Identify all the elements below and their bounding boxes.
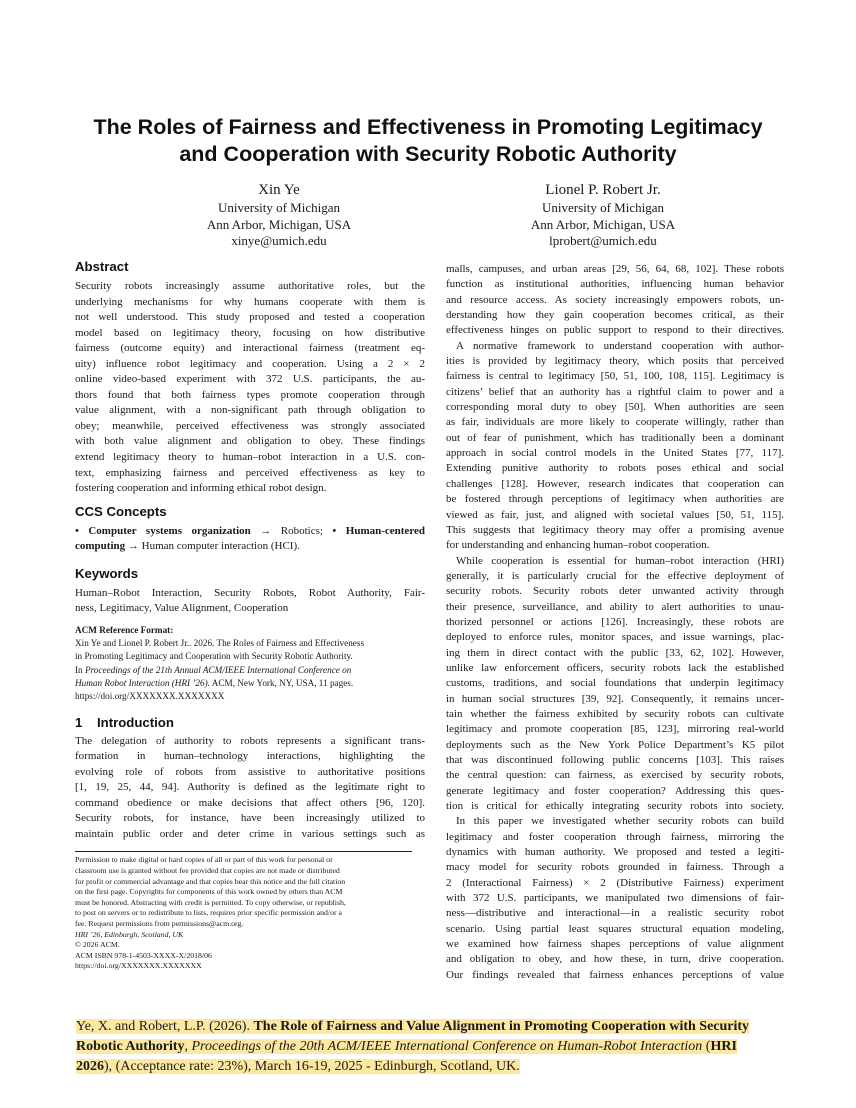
- acm-ref-doi: https://doi.org/XXXXXXX.XXXXXXX: [75, 691, 225, 702]
- author-name: Xin Ye: [258, 182, 300, 198]
- footnote-line: Permission to make digital or hard copies of all or part of this work for personal or: [75, 855, 333, 865]
- body-line: function as institutional authorities, influencing human behavior: [446, 278, 784, 291]
- body-line: deployed to enforce rules, monitor spaces, and issue warnings, plac-: [446, 631, 784, 644]
- abstract-line: with both value alignment and obligation to obey. These findings: [75, 435, 425, 448]
- body-line: thorized personnel or actions [126]. Increasingly, these robots are: [446, 615, 784, 628]
- title-line-2: and Cooperation with Security Robotic Authority: [179, 142, 677, 166]
- body-line: corresponding moral duty to obey [50]. When authorities are seen: [446, 401, 784, 414]
- author-name: Lionel P. Robert Jr.: [545, 182, 661, 198]
- body-line: dynamics with human authority. We proposed and tested a legiti-: [446, 846, 784, 859]
- introduction-line: Security robots, for instance, have been increasingly utilized to: [75, 812, 425, 825]
- footnote-copyright: © 2026 ACM.: [75, 940, 120, 950]
- body-line: generate legitimacy and foster cooperation? Addressing this ques-: [446, 784, 784, 797]
- acm-ref-heading: ACM Reference Format:: [75, 624, 174, 635]
- body-line: ing them in direct contact with the public [33, 62, 102]. However,: [446, 646, 784, 659]
- abstract-heading: Abstract: [75, 259, 129, 274]
- body-line: and resource access. As society increasingly empowers robots, un-: [446, 293, 784, 306]
- body-line: with 372 U.S. participants, we manipulated two dimensions of fair-: [446, 892, 784, 905]
- body-line: scenario. Using partial least squares structural equation modeling,: [446, 922, 784, 935]
- body-line: approach in social control models in the United States [77, 117].: [446, 447, 784, 460]
- abstract-line: uity) influence robot legitimacy and cooperation. Using a 2 × 2: [75, 357, 425, 370]
- body-line: customs, traditions, and social foundations that underpin legitimacy: [446, 677, 784, 690]
- introduction-line: maintain public order and deter crime in various settings such as: [75, 827, 425, 840]
- body-line: fairness is central to legitimacy [50, 51, 100, 108, 115]. Legitimacy is: [446, 370, 784, 383]
- ccs-line: • Computer systems organization → Robotics; • Human-centered: [75, 524, 425, 537]
- footnote-line: fee. Request permissions from permissions@acm.org.: [75, 919, 244, 929]
- body-line: A normative framework to understand cooperation with author-: [456, 339, 784, 352]
- acm-reference: [75, 624, 425, 704]
- ccs-concepts: [75, 524, 425, 555]
- author-location: Ann Arbor, Michigan, USA: [206, 216, 352, 232]
- introduction-heading: 1 Introduction: [75, 714, 174, 730]
- author-location: Ann Arbor, Michigan, USA: [530, 216, 676, 232]
- body-line: their presence, surveillance, and ability to alert authorities to unau-: [446, 600, 784, 613]
- body-line: legitimacy and foster cooperation through fairness, mirroring the: [446, 830, 784, 843]
- abstract-line: fostering cooperation and informing ethical robot design.: [75, 482, 327, 495]
- acm-ref-line: In Proceedings of the 21th Annual ACM/IEEE International Conference on: [75, 664, 352, 675]
- introduction-body: [75, 734, 425, 843]
- citation-venue: Proceedings of the 20th ACM/IEEE International Conference on Human-Robot Interaction: [191, 1039, 703, 1054]
- abstract-line: online video-based experiment with 372 U.S. participants, the au-: [75, 373, 425, 386]
- body-line: ness—distributive and interactional—in a realistic security robot: [446, 907, 784, 920]
- body-line: viewed as fair, just, and aligned with societal values [50, 51, 115].: [446, 508, 784, 521]
- body-line: While cooperation is essential for human–robot interaction (HRI): [456, 554, 784, 567]
- body-line: In this paper we investigated whether security robots can build: [456, 815, 784, 828]
- abstract-body: [75, 279, 425, 497]
- body-line: security robots. Security robots deter unwanted activity through: [446, 585, 784, 598]
- footnote-line: classroom use is granted without fee provided that copies are not made or distributed: [75, 866, 340, 876]
- body-line: that was discontinued following public concerns [103]. This raises: [446, 754, 784, 766]
- body-line: for understanding and enhancing human–robot cooperation.: [446, 539, 710, 552]
- permission-footnote: [75, 855, 425, 972]
- introduction-line: evolving role of robots from assistive to authoritative positions: [75, 765, 425, 778]
- right-column: [446, 262, 784, 983]
- body-line: 2 (Interactional Fairness) × 2 (Distributive Fairness) experiment: [446, 876, 784, 889]
- body-line: tion is critical for ethically integrating security robots into society.: [446, 800, 784, 813]
- body-line: as fair, individuals are more likely to cooperate willingly, rather than: [446, 416, 784, 429]
- author-block-1: [129, 180, 429, 250]
- abstract-line: extend legitimacy theory to human–robot interaction in a U.S. con-: [75, 451, 425, 464]
- body-line: deployments such as the New York Police Department’s K5 pilot: [446, 738, 784, 751]
- body-line: generally, it is particularly crucial for the effective deployment of: [446, 569, 784, 582]
- body-line: legitimacy and promote cooperation [85, 123], mirroring real-world: [446, 723, 784, 736]
- footnote-isbn: ACM ISBN 978-1-4503-XXXX-X/2018/06: [75, 950, 212, 960]
- body-line: and obligation to obey, and how these, in turn, drive cooperation.: [446, 953, 784, 966]
- acm-ref-line: in Promoting Legitimacy and Cooperation with Security Robotic Authority.: [75, 651, 353, 662]
- abstract-line: value alignment, with a non-significant path through obligation to: [75, 404, 425, 417]
- keywords-line: ness, Legitimacy, Value Alignment, Cooperation: [75, 602, 289, 615]
- abstract-line: not well understood. This study proposed and tested a cooperation: [75, 311, 425, 324]
- author-email: xinye@umich.edu: [231, 233, 327, 248]
- body-line: tain whether the fairness exhibited by security robots can cultivate: [446, 707, 784, 720]
- abstract-line: Security robots increasingly assume authoritative roles, but the: [75, 280, 425, 292]
- citation-text: Ye, X. and Robert, L.P. (2026). The Role of Fairness and Value Alignment in Promoting Cooperation with Security Robotic Authority, Proceedings of the 20th ACM/IEEE International Conference on Human-Robot Interaction (HRI 2026), (Acceptance rate: 23%), March 16-19, 2025 - Edinburgh, Scotland, UK.: [76, 1019, 750, 1074]
- left-column: [75, 258, 425, 972]
- body-line: This suggests that legitimacy theory may offer a promising avenue: [446, 523, 784, 536]
- body-line: Extending punitive authority to robots poses ethical and social: [446, 462, 784, 475]
- body-line: challenges [128]. However, research indicates that cooperation can: [446, 477, 784, 490]
- abstract-line: obey; meanwhile, perceived effectiveness was strongly associated: [75, 419, 425, 432]
- body-line: be fostered through perceptions of legitimacy when authorities are: [446, 493, 784, 506]
- ccs-line: computing → Human computer interaction (HCI).: [75, 540, 300, 553]
- footnote-line: to post on servers or to redistribute to lists, requires prior specific permission and/or a: [75, 908, 342, 918]
- abstract-line: underlying mechanisms for why humans cooperate with them is: [75, 295, 425, 308]
- abstract-line: fairness (outcome equity) and interactional fairness (treatment eq-: [75, 342, 425, 355]
- abstract-line: text, emphasizing fairness and perceived effectiveness as key to: [75, 466, 425, 479]
- footnote-line: for profit or commercial advantage and that copies bear this notice and the full citation: [75, 876, 346, 886]
- body-line: ities is provided by legitimacy theory, which posits that perceived: [446, 355, 784, 368]
- body-line: citizens’ belief that an authority has a rightful claim to power and a: [446, 385, 784, 398]
- introduction-line: command obedience or make decisions that affect others [96, 120].: [75, 796, 425, 809]
- body-line: out of fear of punishment, which has traditionally been a dominant: [446, 431, 784, 444]
- body-line: macy model for security robots grounded in fairness. Through a: [446, 861, 784, 874]
- author-email: lprobert@umich.edu: [549, 233, 657, 248]
- abstract-line: model based on legitimacy theory, focusing on how distributive: [75, 326, 425, 339]
- abstract-line: thors found that both fairness types promote cooperation through: [75, 388, 425, 401]
- introduction-line: formation in human–technology interactions, highlighting the: [75, 750, 425, 763]
- introduction-line: The delegation of authority to robots represents a significant trans-: [75, 734, 425, 747]
- body-line: we examined how fairness shapes perceptions of value alignment: [446, 938, 784, 951]
- acm-ref-line: Human Robot Interaction (HRI ’26). ACM, New York, NY, USA, 11 pages.: [75, 678, 354, 689]
- footnote-line: must be honored. Abstracting with credit is permitted. To copy otherwise, or republish,: [75, 897, 346, 907]
- footnote-line: on the first page. Copyrights for components of this work owned by others than ACM: [75, 887, 343, 897]
- citation-banner: [76, 1017, 776, 1077]
- introduction-line: [1, 19, 25, 44, 94]. Authority is defined as the legitimate right to: [75, 781, 425, 794]
- citation-title: The Role of Fairness and Value Alignment in Promoting Cooperation with Security Robotic Authority: [76, 1019, 750, 1054]
- keywords-line: Human–Robot Interaction, Security Robots, Robot Authority, Fair-: [75, 586, 425, 599]
- body-line: derstanding how they gain cooperation becomes critical, as their: [446, 309, 784, 322]
- body-line: the central question: can fairness, as exercised by security robots,: [446, 769, 784, 782]
- keywords-heading: Keywords: [75, 565, 139, 581]
- title-line-1: The Roles of Fairness and Effectiveness in Promoting Legitimacy: [93, 115, 763, 139]
- footnote-conference: HRI ’26, Edinburgh, Scotland, UK: [75, 929, 184, 939]
- ccs-heading: CCS Concepts: [75, 503, 167, 519]
- author-block-2: [453, 180, 753, 250]
- footnote-doi: https://doi.org/XXXXXXX.XXXXXXX: [75, 961, 202, 971]
- body-line: effectiveness hinges on public support to respond to their directives.: [446, 324, 784, 337]
- body-line: unlike law enforcement officers, security robots lack the established: [446, 661, 784, 674]
- body-line: Our findings revealed that fairness enhances perceptions of value: [446, 968, 784, 981]
- body-line: malls, campuses, and urban areas [29, 56, 64, 68, 102]. These robots: [446, 263, 784, 275]
- body-line: in human social structures [39, 92]. Consequently, it remains uncer-: [446, 692, 784, 705]
- acm-ref-line: Xin Ye and Lionel P. Robert Jr.. 2026. The Roles of Fairness and Effectiveness: [75, 638, 365, 649]
- citation-conference: HRI 2026: [76, 1039, 737, 1074]
- paper-title: [60, 114, 796, 168]
- author-affiliation: University of Michigan: [541, 200, 665, 215]
- author-affiliation: University of Michigan: [217, 200, 341, 215]
- keywords: [75, 586, 425, 617]
